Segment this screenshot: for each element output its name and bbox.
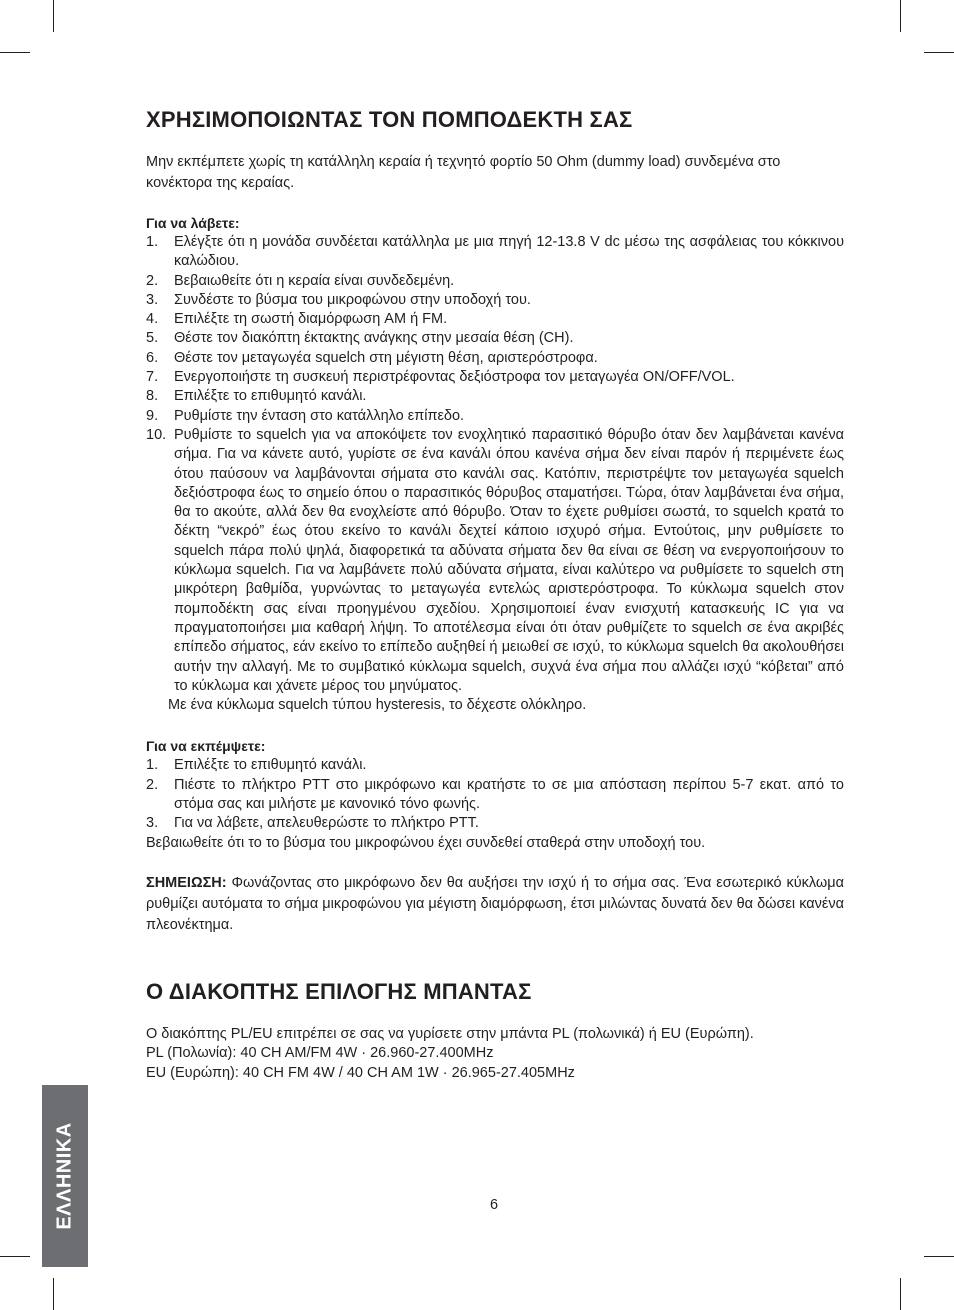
list-item: 9. Ρυθμίστε την ένταση στο κατάλληλο επίπεδο.: [146, 407, 465, 424]
hysteresis-note: Με ένα κύκλωμα squelch τύπου hysteresis, το δέχεστε ολόκληρο.: [168, 697, 587, 714]
crop-mark: [53, 0, 54, 32]
list-item: 8. Επιλέξτε το επιθυμητό κανάλι.: [146, 388, 367, 405]
note-label: ΣΗΜΕΙΩΣΗ:: [146, 874, 227, 891]
note-paragraph: [146, 873, 844, 936]
receive-heading: Για να λάβετε:: [146, 215, 240, 231]
language-tab-label: ΕΛΛΗΝΙΚΑ: [53, 1122, 76, 1230]
transmit-heading: Για να εκπέμψετε:: [146, 738, 266, 755]
receive-steps: [146, 233, 844, 696]
crop-mark: [0, 52, 30, 53]
intro-paragraph: Μην εκπέμπετε χωρίς τη κατάλληλη κεραία ή τεχνητό φορτίο 50 Ohm (dummy load) συνδεμένα στο κονέκτορα της κεραίας.: [146, 154, 781, 191]
transmit-footer: Βεβαιωθείτε ότι το το βύσμα του μικροφώνου έχει συνδεθεί σταθερά στην υποδοχή του.: [146, 834, 706, 851]
list-item: 4. Επιλέξτε τη σωστή διαμόρφωση AM ή FM.: [146, 311, 448, 328]
list-item: 5. Θέστε τον διακόπτη έκτακτης ανάγκης στην μεσαία θέση (CH).: [146, 330, 574, 347]
transmit-steps: [146, 756, 844, 833]
band-info: [146, 1025, 844, 1084]
list-item: 3. Συνδέστε το βύσμα του μικροφώνου στην υποδοχή του.: [146, 291, 531, 308]
list-item: 6. Θέστε τον μεταγωγέα squelch στη μέγιστη θέση, αριστερόστροφα.: [146, 349, 598, 366]
crop-mark: [53, 1278, 54, 1310]
list-item: 1. Ελέγξτε ότι η μονάδα συνδέεται κατάλληλα με μια πηγή 12-13.8 V dc μέσω της ασφάλειας του κόκκινου καλώδιου.: [146, 234, 844, 270]
list-item: 7. Ενεργοποιήστε τη συσκευή περιστρέφοντας δεξιόστροφα τον μεταγωγέα ON/OFF/VOL.: [146, 369, 735, 386]
page-content: [146, 106, 844, 1083]
band-line: Ο διακόπτης PL/EU επιτρέπει σε σας να γυρίσετε στην μπάντα PL (πολωνικά) ή EU (Ευρώπη).: [146, 1025, 754, 1042]
list-item: 10. Ρυθμίστε το squelch για να αποκόψετε τον ενοχλητικό παρασιτικό θόρυβο όταν δεν λαμβάνεται κανένα σήμα. Για να κάνετε αυτό, γυρίστε σε ένα κανάλι όπου κανένα σήμα δεν είναι παρόν ή περιμένετε έως ότου παύσουν να λαμβάνονται σήματα στο κανάλι σας. Κατόπιν, περιστρέψτε τον μεταγωγέα squelch δεξιόστροφα έως το σημείο όπου ο παρασιτικός θόρυβος σταματήσει. Τώρα, όταν λαμβάνεται ένα σήμα, θα το ακούτε, αλλά δεν θα ενοχλείστε από θόρυβο. Όταν το έχετε ρυθμίσει σωστά, το squelch κρατά το δέκτη “νεκρό” έως ότου εκείνο το κανάλι δεχτεί κάποιο ισχυρό σήμα. Εντούτοις, μην ρυθμίσετε το squelch πάρα πολύ ψηλά, διαφορετικά τα αδύνατα σήματα δεν θα είναι σε θέση να ενεργοποιήσουν το κύκλωμα squelch. Για να λαμβάνετε πολύ αδύνατα σήματα, είναι καλύτερο να ρυθμίσετε το squelch στη μικρότερη βαθμίδα, γυρνώντας το μεταγωγέα εντελώς αριστερόστροφα. Το κύκλωμα squelch στον πομποδέκτη σας είναι προηγμένου σχεδίου. Χρησιμοποιεί έναν ενισχυτή κατασκευής IC για να πραγματοποιήσει μια καθαρή λήψη. Το αποτέλεσμα είναι ότι όταν ρυθμίζετε το squelch σε ένα ακριβές επίπεδο σήματος, εάν εκείνο το επίπεδο αυξηθεί ή μειωθεί σε ισχύ, το κύκλωμα squelch θα ακολουθήσει αυτήν την αλλαγή. Με το συμβατικό κύκλωμα squelch, συχνά ένα σήμα που αλλάζει ισχύ “κόβεται” από το κύκλωμα και χάνετε μέρος του μηνύματος.: [146, 426, 844, 694]
language-tab: [42, 1085, 88, 1267]
band-line: EU (Ευρώπη): 40 CH FM 4W / 40 CH AM 1W · 26.965-27.405MHz: [146, 1064, 575, 1081]
crop-mark: [900, 1278, 901, 1310]
note-text: Φωνάζοντας στο μικρόφωνο δεν θα αυξήσει την ισχύ ή το σήμα σας. Ένα εσωτερικό κύκλωμα ρυθμίζει αυτόματα το σήμα μικροφώνου για μέγιστη διαμόρφωση, έτσι μιλώντας δυνατά δεν θα δώσει κανένα πλεονέκτημα.: [146, 874, 844, 933]
crop-mark: [0, 1256, 30, 1257]
crop-mark: [924, 1256, 954, 1257]
section-title-band-switch: Ο ΔΙΑΚΟΠΤΗΣ ΕΠΙΛΟΓΗΣ ΜΠΑΝΤΑΣ: [146, 978, 532, 1004]
section-title-using-transceiver: ΧΡΗΣΙΜΟΠΟΙΩΝΤΑΣ ΤΟΝ ΠΟΜΠΟΔΕΚΤΗ ΣΑΣ: [146, 107, 633, 132]
band-line: PL (Πολωνία): 40 CH AM/FM 4W · 26.960-27.400MHz: [146, 1045, 494, 1062]
crop-mark: [900, 0, 901, 32]
list-item: 2. Πιέστε το πλήκτρο PTT στο μικρόφωνο και κρατήστε το σε μια απόσταση περίπου 5-7 εκατ. από το στόμα σας και μιλήστε με κανονικό τόνο φωνής.: [146, 776, 844, 813]
page-number: 6: [489, 1197, 499, 1213]
list-item: 3. Για να λάβετε, απελευθερώστε το πλήκτρο PTT.: [146, 815, 479, 832]
crop-mark: [924, 52, 954, 53]
list-item: 2. Βεβαιωθείτε ότι η κεραία είναι συνδεδεμένη.: [146, 272, 455, 289]
list-item: 1. Επιλέξτε το επιθυμητό κανάλι.: [146, 757, 367, 774]
